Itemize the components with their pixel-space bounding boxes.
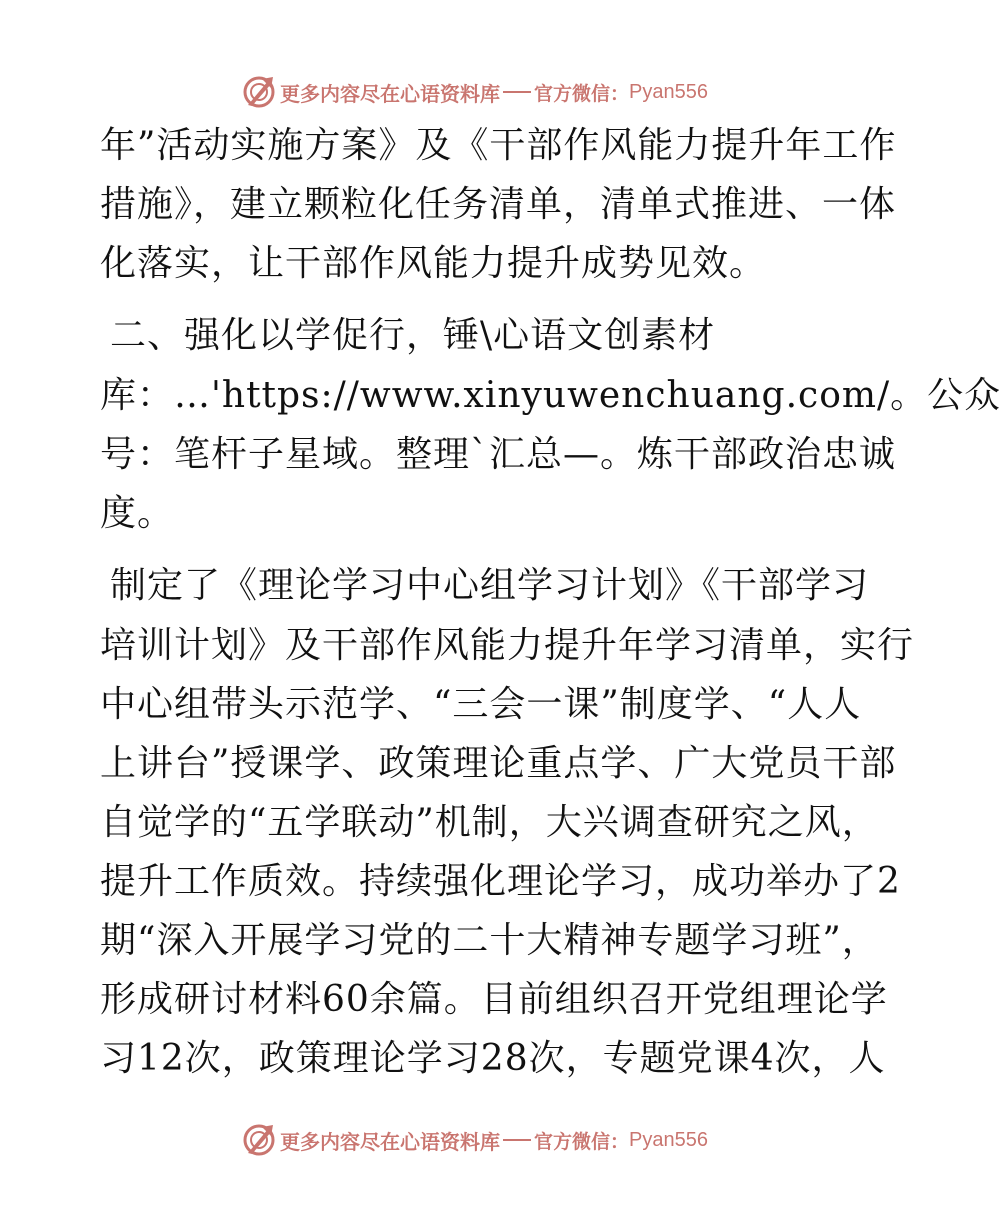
text-line: 中心组带头示范学、“三会一课”制度学、“人人	[100, 684, 862, 725]
quill-seal-icon	[242, 1123, 276, 1157]
text-line: 年”活动实施方案》及《干部作风能力提升年工作	[100, 125, 897, 166]
text-line: 自觉学的“五学联动”机制，大兴调查研究之风，	[100, 802, 879, 843]
watermark-site-text: 更多内容尽在心语资料库	[280, 81, 500, 106]
watermark-label: 官方微信：	[534, 82, 630, 105]
watermark-dash	[503, 91, 531, 93]
text-line: 度。	[100, 493, 175, 534]
text-line: 制定了《理论学习中心组学习计划》《干部学习	[110, 565, 870, 606]
watermark-label: 官方微信：	[534, 1130, 630, 1153]
text-line: 号：笔杆子星域。整理`汇总—。炼干部政治忠诚	[100, 434, 897, 475]
footer-watermark	[0, 1120, 950, 1160]
section-heading: 二、强化以学促行，锤\心语文创素材	[110, 315, 716, 356]
quill-seal-icon	[242, 75, 276, 109]
text-line: 库：…'https://www.xinyuwenchuang.com/。公众	[100, 375, 1001, 416]
text-line: 提升工作质效。持续强化理论学习，成功举办了2	[100, 861, 901, 902]
header-watermark	[0, 72, 950, 112]
text-line: 培训计划》及干部作风能力提升年学习清单，实行	[100, 625, 915, 666]
text-line: 期“深入开展学习党的二十大精神专题学习班”，	[100, 920, 879, 961]
watermark-site-text: 更多内容尽在心语资料库	[280, 1129, 500, 1154]
watermark-wechat-id: Pyan556	[629, 80, 708, 103]
watermark-dash	[503, 1139, 531, 1141]
text-line: 习12次，政策理论学习28次，专题党课4次，人	[100, 1038, 886, 1079]
text-line: 形成研讨材料60余篇。目前组织召开党组理论学	[100, 979, 888, 1020]
watermark-wechat-id: Pyan556	[629, 1128, 708, 1151]
text-line: 措施》，建立颗粒化任务清单，清单式推进、一体	[100, 184, 897, 225]
text-line: 化落实，让干部作风能力提升成势见效。	[100, 243, 767, 284]
text-line: 上讲台”授课学、政策理论重点学、广大党员干部	[100, 743, 897, 784]
